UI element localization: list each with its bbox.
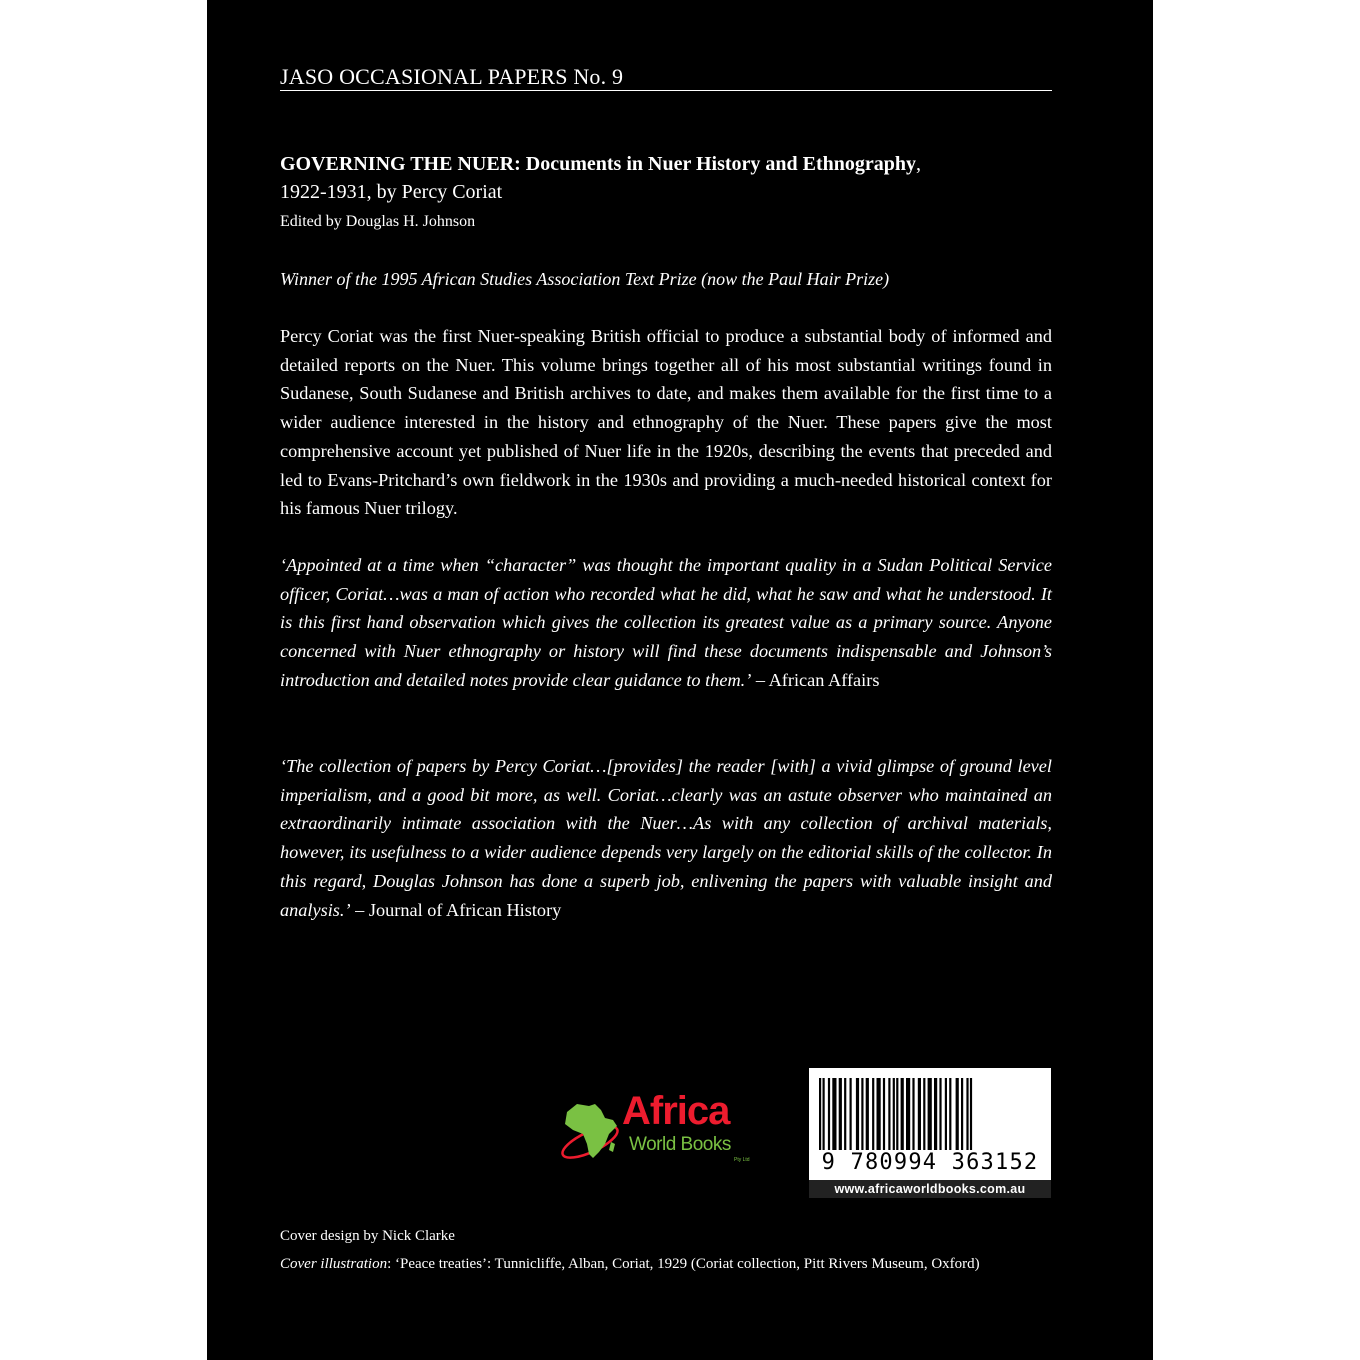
series-title: JASO OCCASIONAL PAPERS No. 9 xyxy=(280,64,1052,91)
barcode-bar xyxy=(866,1078,869,1150)
barcode-bar xyxy=(823,1078,825,1150)
barcode-bar xyxy=(856,1078,859,1150)
barcode-bar xyxy=(949,1078,951,1150)
editor-credit: Edited by Douglas H. Johnson xyxy=(280,213,476,230)
barcode-bar xyxy=(844,1078,846,1150)
barcode-bar xyxy=(828,1078,830,1150)
logo-pty-ltd: Pty Ltd xyxy=(734,1157,750,1163)
cover-design-credit: Cover design by Nick Clarke xyxy=(280,1228,455,1244)
review-1-source: – African Affairs xyxy=(751,669,880,690)
logo-word-world-books: World Books xyxy=(629,1134,731,1155)
barcode-bar xyxy=(934,1078,937,1150)
cover-illustration-text: : ‘Peace treaties’: Tunnicliffe, Alban, Coriat, 1929 (Coriat collection, Pitt Rivers Museum, Oxford) xyxy=(387,1256,980,1272)
africa-continent-icon xyxy=(559,1098,629,1168)
book-title xyxy=(280,150,1070,178)
barcode-bar xyxy=(850,1078,852,1150)
cover-credits xyxy=(280,1222,1070,1278)
back-cover xyxy=(207,0,1153,1360)
book-title-main: GOVERNING THE NUER: Documents in Nuer History and Ethnography xyxy=(280,153,917,175)
review-quote-1 xyxy=(280,551,1052,695)
barcode-bar xyxy=(872,1078,874,1150)
logo-word-africa: Africa xyxy=(622,1089,730,1133)
barcode-bar xyxy=(832,1078,836,1150)
isbn-barcode xyxy=(809,1068,1051,1198)
barcode-bar xyxy=(912,1078,914,1150)
book-title-block xyxy=(280,150,1070,236)
barcode-bar xyxy=(966,1078,968,1150)
barcode-bar xyxy=(896,1078,898,1150)
barcode-bar xyxy=(961,1078,963,1150)
review-1-text: ‘Appointed at a time when “character” was thought the important quality in a Sudan Political Service officer, Coriat…was a man of action who recorded what he did, what he saw and what he understood. It is this first hand observation which gives the collection its greatest value as a primary source. Anyone concerned with Nuer ethnography or history will find these documents indispensable and Johnson’s introduction and detailed notes provide clear guidance to them.’ xyxy=(280,555,1052,690)
cover-illustration-label: Cover illustration xyxy=(280,1256,388,1272)
barcode-bar xyxy=(923,1078,925,1150)
barcode-bar xyxy=(918,1078,921,1150)
barcode-bar xyxy=(970,1078,972,1150)
barcode-digits: 9 780994 363152 xyxy=(821,1150,1039,1175)
barcode-bar xyxy=(883,1078,885,1150)
barcode-bar xyxy=(819,1078,821,1150)
cover-illustration-credit xyxy=(280,1250,1070,1278)
review-quote-2 xyxy=(280,752,1052,924)
barcode-bar xyxy=(928,1078,932,1150)
barcode-bar xyxy=(877,1078,881,1150)
book-description: Percy Coriat was the first Nuer-speaking British official to produce a substantial body of informed and detailed reports on the Nuer. This volume brings together all of his most substantial writings found in Sudanese, South Sudanese and British archives to date, and makes them available for the first time to a wider audience interested in the history and ethnography of the Nuer. These papers give the most comprehensive account yet published of Nuer life in the 1920s, describing the events that preceded and led to Evans-Pritchard’s own fieldwork in the 1930s and providing a much-needed historical context for his famous Nuer trilogy. xyxy=(280,326,1052,519)
barcode-bar xyxy=(893,1078,895,1150)
publisher-url: www.africaworldbooks.com.au xyxy=(809,1180,1051,1198)
book-title-comma: , xyxy=(916,153,922,175)
review-2-source: – Journal of African History xyxy=(350,899,562,920)
barcode-bar xyxy=(888,1078,890,1150)
review-2-text: ‘The collection of papers by Percy Coriat…[provides] the reader [with] a vivid glimpse of ground level imperialism, and a good bit more, as well. Coriat…clearly was an astute observer who maintained an extraordinarily intimate association with the Nuer…As with any collection of archival materials, however, its usefulness to a wider audience depends very largely on the editorial skills of the collector. In this regard, Douglas Johnson has done a superb job, enlivening the papers with valuable insight and analysis.’ xyxy=(280,756,1052,920)
barcode-bar xyxy=(901,1078,904,1150)
publisher-logo xyxy=(559,1089,759,1165)
book-title-dates-author: 1922-1931, by Percy Coriat xyxy=(280,181,503,203)
barcode-bar xyxy=(945,1078,947,1150)
barcode-bar xyxy=(839,1078,842,1150)
barcode-bar xyxy=(861,1078,863,1150)
barcode-bar xyxy=(956,1078,959,1150)
prize-statement: Winner of the 1995 African Studies Association Text Prize (now the Paul Hair Prize) xyxy=(280,269,890,289)
barcode-bars xyxy=(809,1068,1051,1154)
barcode-bar xyxy=(939,1078,941,1150)
barcode-bar xyxy=(906,1078,910,1150)
